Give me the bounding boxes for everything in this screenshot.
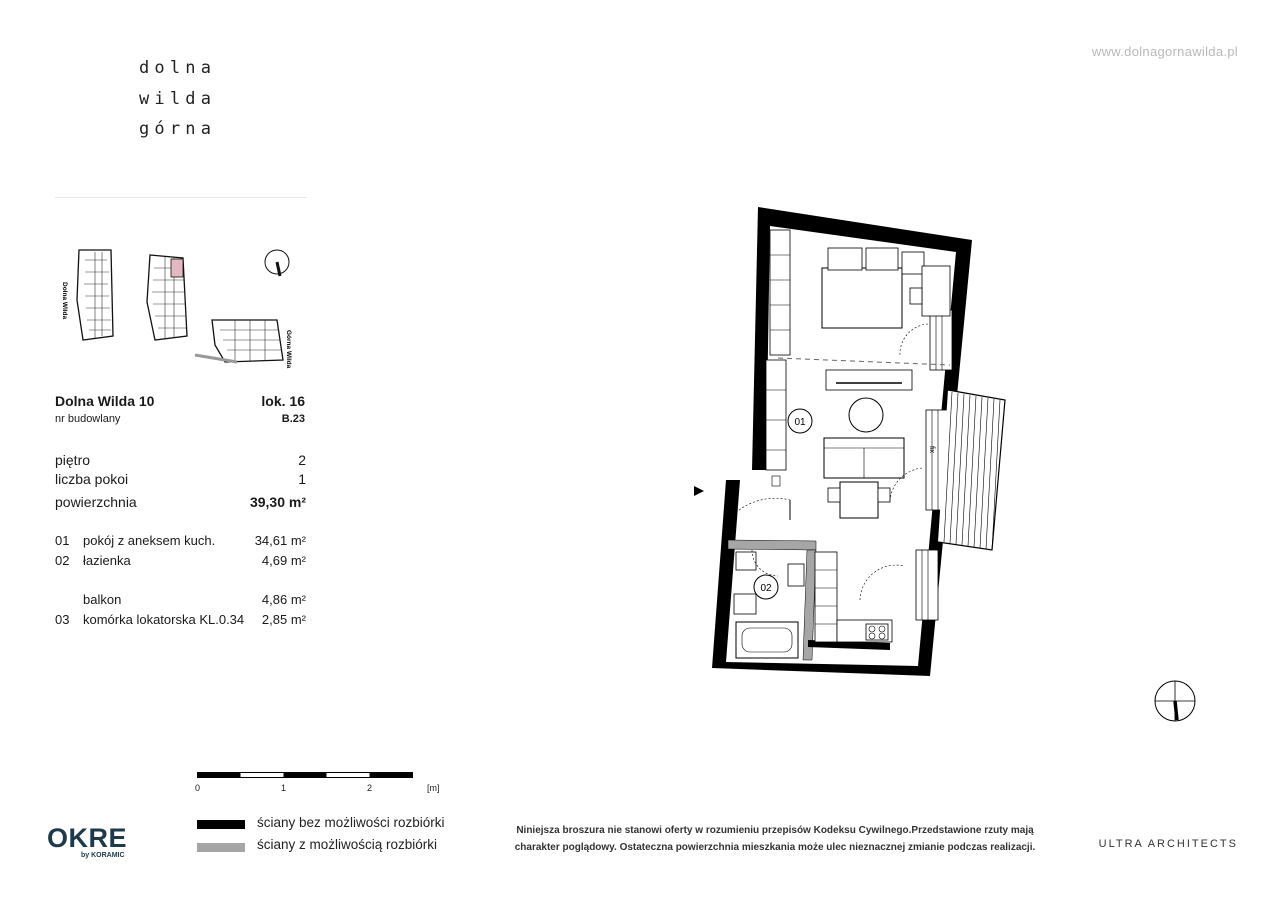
bed-pillow-2	[866, 248, 898, 270]
website-link[interactable]: www.dolnagornawilda.pl	[1091, 44, 1238, 59]
room-area: 34,61 m²	[254, 533, 306, 548]
developer-logo: OKRE	[47, 823, 128, 853]
wardrobe-1	[770, 230, 790, 355]
detail-label: powierzchnia	[55, 494, 137, 510]
tv-shelf	[826, 370, 912, 390]
bed	[822, 268, 902, 328]
room-marker-01-label: 01	[794, 417, 806, 428]
room-area: 4,86 m²	[261, 592, 306, 607]
disclaimer	[505, 822, 1045, 856]
site-plan-unit-highlight	[171, 259, 183, 277]
detail-value: 1	[298, 471, 306, 487]
entrance-arrow-icon	[694, 486, 704, 496]
scale-label-1: 1	[281, 783, 287, 793]
logo-line-2: wilda	[139, 89, 217, 109]
legend-swatch-removable	[197, 843, 245, 852]
disclaimer-line-1: Niniejsza broszura nie stanowi oferty w rozumieniu przepisów Kodeksu Cywilnego.Przedstawione rzuty mają	[516, 825, 1034, 836]
architect-logo: ULTRA ARCHITECTS	[1098, 838, 1238, 850]
window-bedroom	[930, 310, 952, 370]
detail-area	[55, 494, 306, 512]
detail-value: 2	[298, 452, 306, 468]
site-plan-building-right	[212, 320, 283, 362]
fix-label: fix	[928, 446, 935, 453]
room-row	[55, 533, 306, 551]
room-name: balkon	[83, 592, 122, 607]
room-name: łazienka	[83, 553, 131, 568]
detail-floor	[55, 452, 306, 470]
toilet	[788, 564, 804, 586]
scale-bar	[197, 771, 415, 781]
street-label-left: Dolna Wilda	[61, 282, 68, 320]
detail-rooms	[55, 471, 306, 489]
room-area: 2,85 m²	[261, 612, 306, 627]
legend-label-fixed: ściany bez możliwości rozbiórki	[257, 815, 445, 830]
street-label-right: Górna Wilda	[285, 330, 292, 369]
room-row	[55, 592, 306, 610]
kitchen-counter	[815, 552, 837, 642]
building-name: Dolna Wilda 10	[55, 393, 155, 409]
developer-byline: by KORAMIC	[81, 852, 125, 859]
room-name: pokój z aneksem kuch.	[83, 533, 216, 548]
partition-bath-top	[728, 540, 816, 550]
site-plan	[55, 240, 315, 375]
room-number: 03	[55, 612, 70, 627]
scale-unit: [m]	[427, 783, 440, 793]
floor-plan	[690, 200, 1020, 685]
desk	[922, 266, 950, 316]
building-subtitle: nr budowlany	[55, 413, 121, 425]
unit-label: lok. 16	[261, 393, 305, 409]
room-number: 01	[55, 533, 70, 548]
washbasin	[736, 552, 756, 570]
room-marker-02-label: 02	[760, 583, 772, 594]
logo-line-3: górna	[139, 119, 217, 139]
room-name: komórka lokatorska KL.0.34	[83, 612, 245, 627]
scale-label-0: 0	[195, 783, 201, 793]
window-kitchen	[916, 550, 938, 620]
detail-value: 39,30 m²	[249, 494, 306, 510]
wardrobe-2	[766, 360, 786, 470]
detail-label: liczba pokoi	[55, 471, 129, 487]
legend-swatch-fixed	[197, 820, 245, 829]
disclaimer-line-2: charakter poglądowy. Ostateczna powierzchnia mieszkania może ulec nieznacznej zmianie podczas realizacji.	[514, 842, 1036, 853]
scale-label-2: 2	[367, 783, 373, 793]
bed-pillow-1	[828, 248, 862, 270]
room-number: 02	[55, 553, 70, 568]
compass-icon	[1152, 678, 1198, 724]
room-row	[55, 612, 306, 630]
logo-line-1: dolna	[139, 58, 217, 78]
coffee-table	[849, 398, 883, 432]
detail-label: piętro	[55, 452, 91, 468]
room-row	[55, 553, 306, 571]
divider	[55, 197, 307, 198]
dining-table	[840, 482, 878, 518]
unit-code: B.23	[281, 413, 305, 425]
legend-label-removable: ściany z możliwością rozbiórki	[257, 837, 438, 852]
room-area: 4,69 m²	[261, 553, 306, 568]
